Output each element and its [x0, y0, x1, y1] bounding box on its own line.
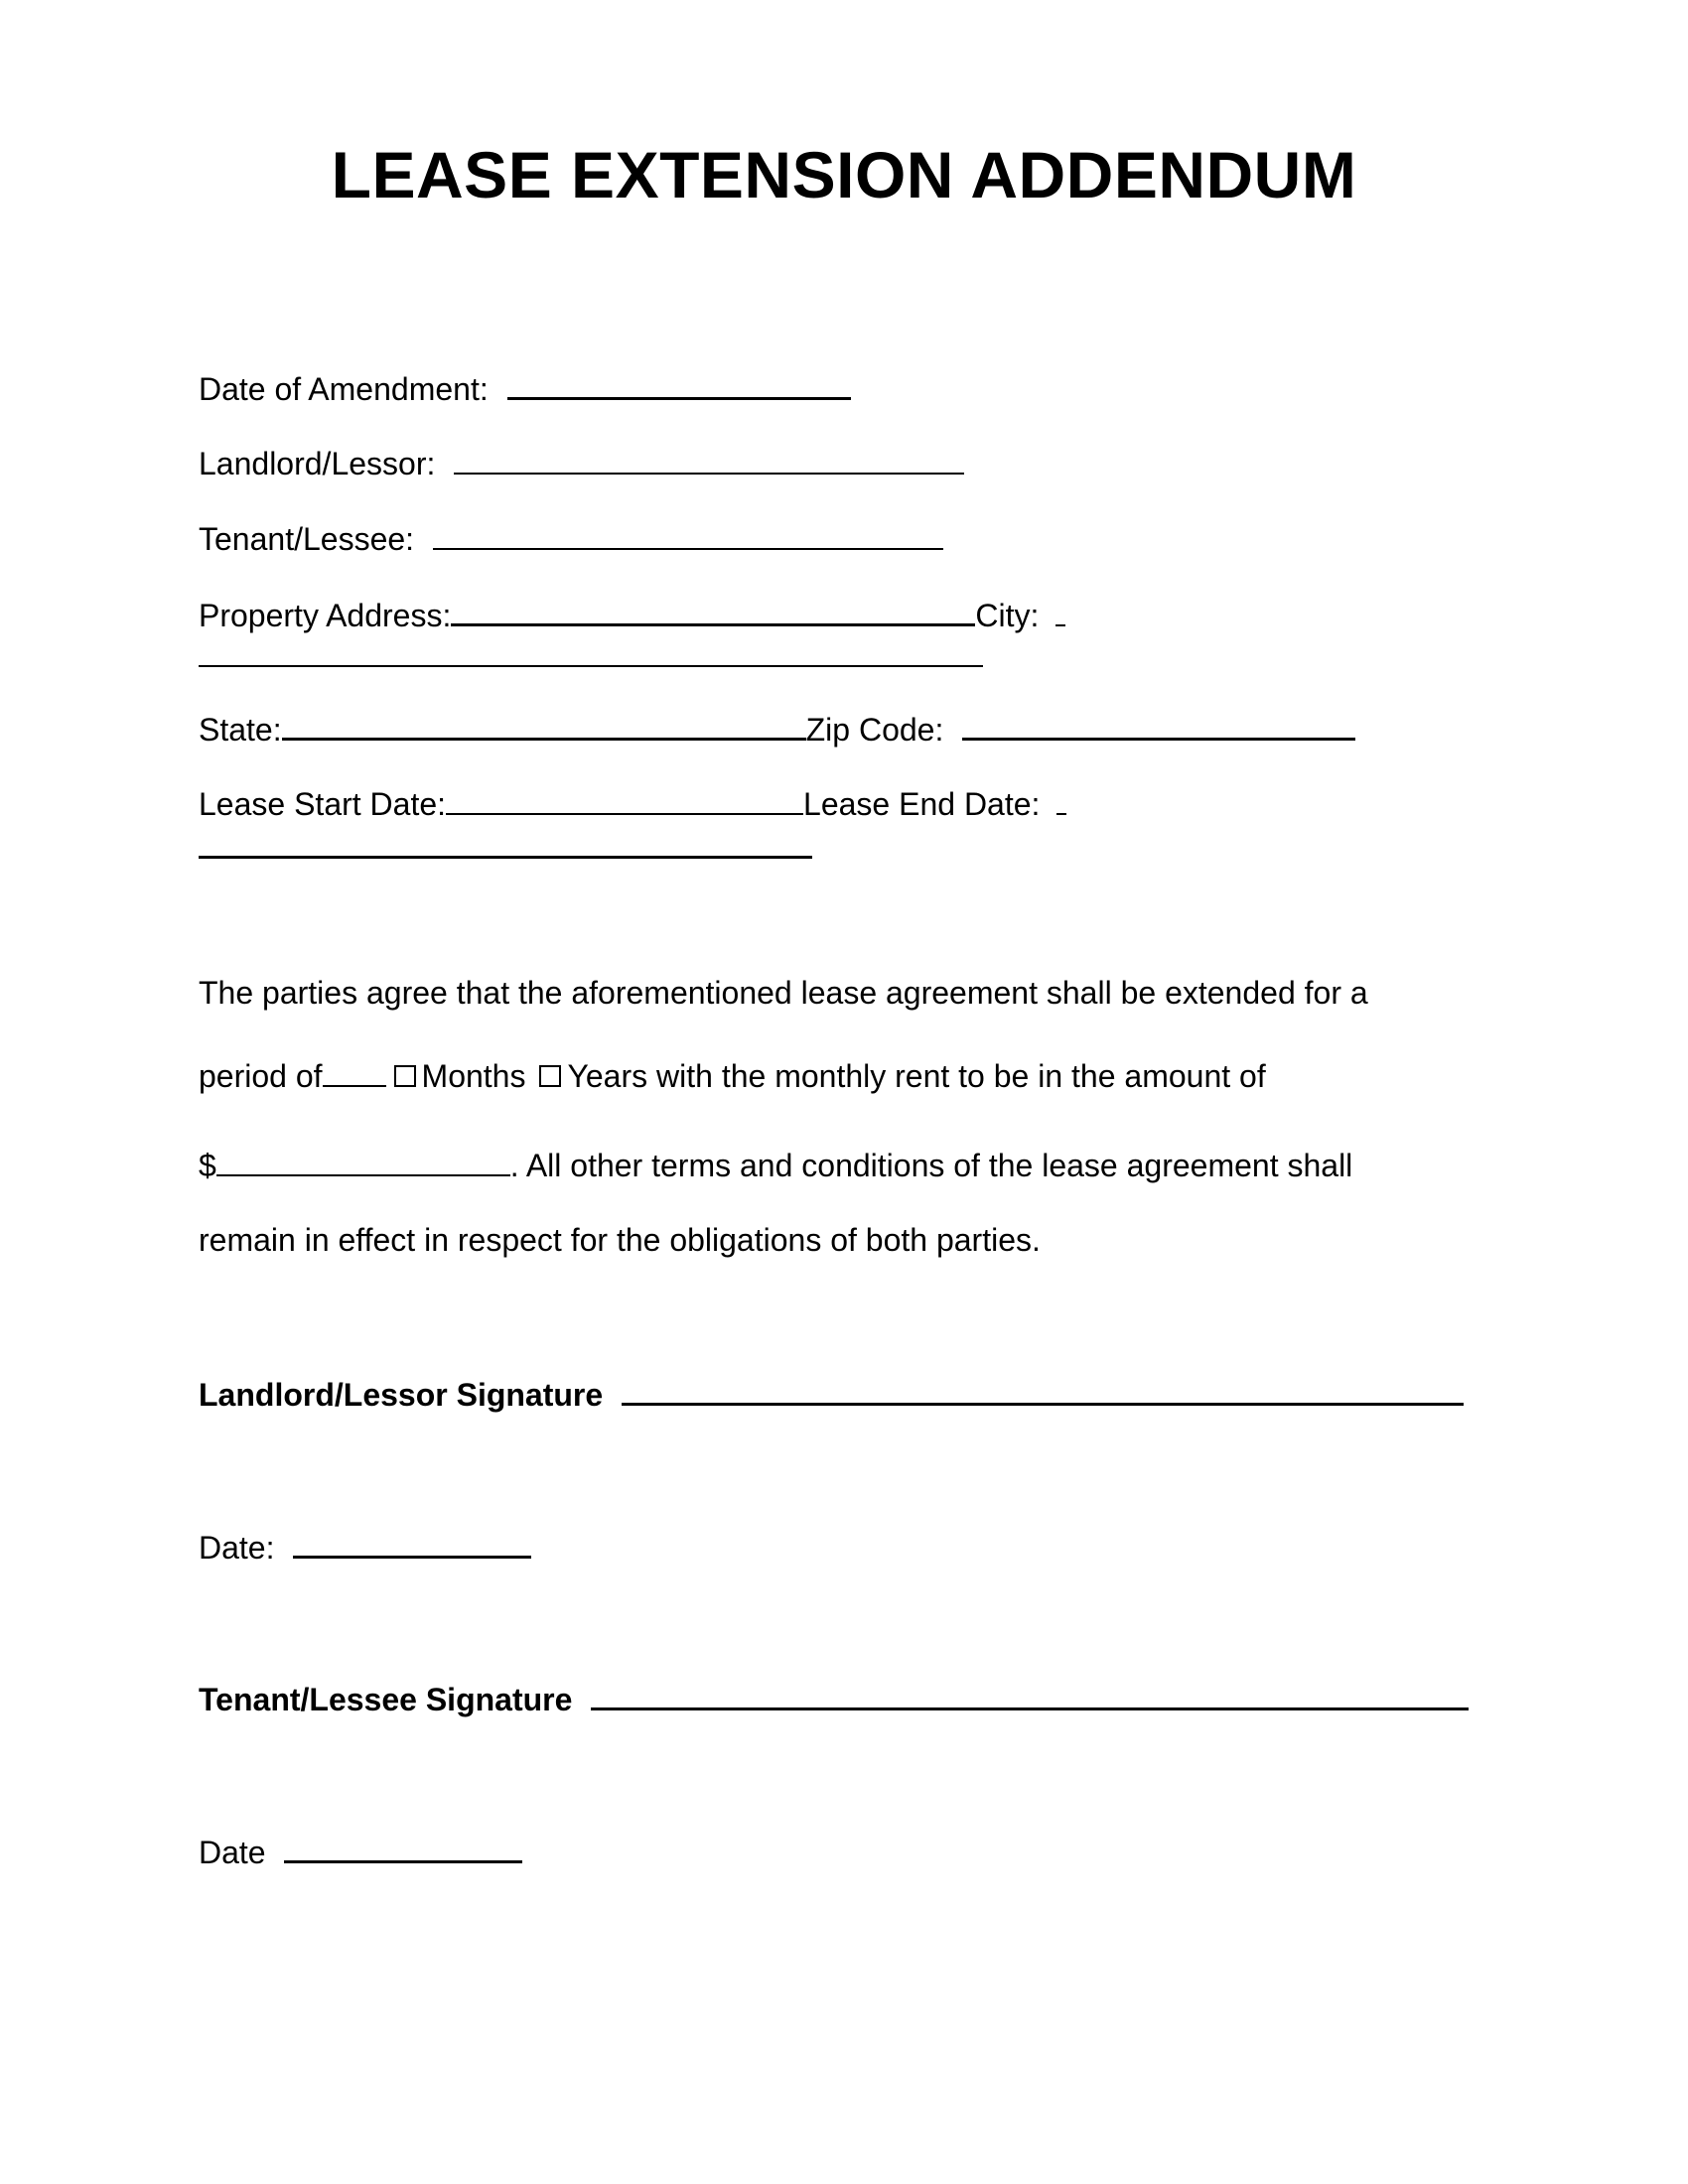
lease-end-date-label: Lease End Date:: [803, 786, 1041, 822]
body-line-1: The parties agree that the aforementioned lease agreement shall be extended for a: [199, 975, 1368, 1011]
period-field[interactable]: [323, 1055, 386, 1087]
state-zip-row: [199, 708, 1355, 750]
tenant-signature-label: Tenant/Lessee Signature: [199, 1682, 573, 1717]
lease-end-date-field-line[interactable]: [199, 856, 812, 859]
lease-end-date-field-start[interactable]: [1056, 783, 1066, 815]
state-field[interactable]: [282, 708, 806, 741]
months-label: Months: [421, 1058, 526, 1094]
body-line-4: remain in effect in respect for the obligations of both parties.: [199, 1222, 1041, 1258]
landlord-row: [199, 443, 964, 483]
months-checkbox[interactable]: [394, 1065, 416, 1087]
tenant-signature-field[interactable]: [591, 1678, 1469, 1710]
body-line-3-text: . All other terms and conditions of the lease agreement shall: [509, 1148, 1353, 1183]
tenant-label: Tenant/Lessee:: [199, 521, 415, 557]
state-label: State:: [199, 712, 282, 748]
zip-code-label: Zip Code:: [805, 712, 944, 748]
landlord-label: Landlord/Lessor:: [199, 446, 436, 481]
date-of-amendment-label: Date of Amendment:: [199, 371, 489, 407]
lease-start-date-label: Lease Start Date:: [199, 786, 447, 822]
lease-dates-row: [199, 783, 1066, 824]
years-checkbox[interactable]: [539, 1065, 561, 1087]
dollar-sign: $: [199, 1148, 216, 1183]
landlord-signature-field[interactable]: [622, 1373, 1464, 1406]
city-label: City:: [975, 598, 1040, 633]
tenant-field[interactable]: [433, 518, 943, 550]
date-1-row: [199, 1526, 531, 1568]
tenant-row: [199, 518, 943, 559]
date-2-label: Date: [199, 1835, 266, 1870]
property-address-field[interactable]: [451, 594, 975, 626]
tenant-signature-row: [199, 1678, 1469, 1719]
date-2-field[interactable]: [284, 1831, 522, 1863]
years-label: Years with the monthly rent to be in the amount of: [567, 1058, 1266, 1094]
date-1-field[interactable]: [293, 1526, 531, 1559]
date-2-row: [199, 1831, 522, 1872]
date-of-amendment-row: [199, 367, 851, 409]
lease-start-date-field[interactable]: [446, 783, 803, 815]
city-field-start[interactable]: [1055, 595, 1065, 626]
landlord-field[interactable]: [454, 443, 964, 475]
body-line-2: [199, 1055, 1266, 1096]
date-1-label: Date:: [199, 1530, 275, 1566]
zip-code-field[interactable]: [962, 708, 1355, 741]
body-line-3: [199, 1145, 1352, 1185]
landlord-signature-label: Landlord/Lessor Signature: [199, 1377, 604, 1413]
property-address-row: [199, 594, 1065, 635]
property-address-label: Property Address:: [199, 598, 452, 633]
document-title: LEASE EXTENSION ADDENDUM: [331, 138, 1357, 211]
date-of-amendment-field[interactable]: [507, 367, 851, 400]
landlord-signature-row: [199, 1373, 1464, 1415]
period-label: period of: [199, 1058, 323, 1094]
city-field-line[interactable]: [199, 665, 983, 667]
rent-amount-field[interactable]: [216, 1145, 510, 1176]
